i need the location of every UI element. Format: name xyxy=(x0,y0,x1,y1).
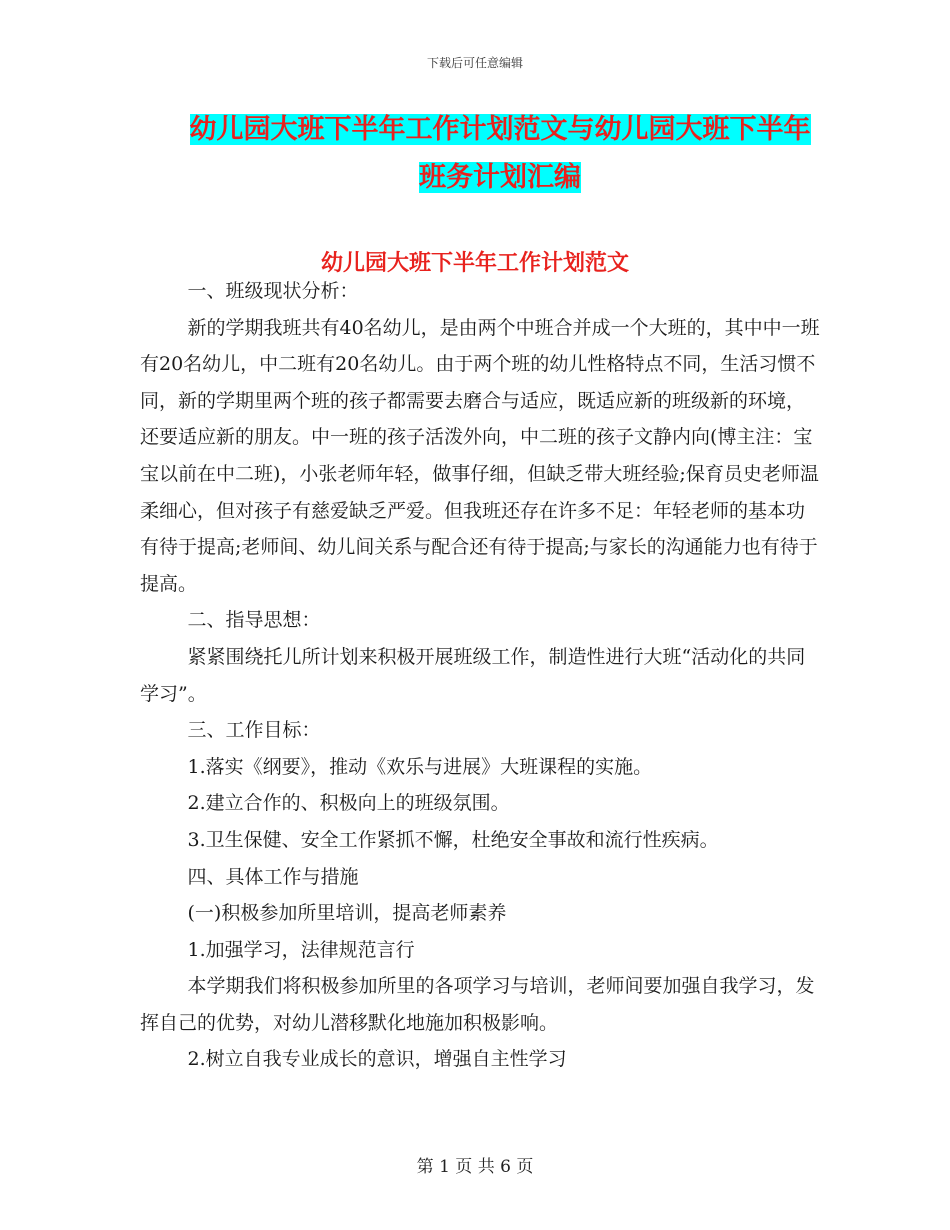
heading-measures: 四、具体工作与措施 xyxy=(187,865,359,888)
document-body xyxy=(140,273,820,1078)
header-note: 下载后可任意编辑 xyxy=(426,56,523,70)
paragraph-study: 本学期我们将积极参加所里的各项学习与培训，老师间要加强自我学习，发挥自己的优势，对幼儿潜移默化地施加积极影响。 xyxy=(140,975,815,1034)
goal-item-1: 1.落实《纲要》，推动《欢乐与进展》大班课程的实施。 xyxy=(187,755,653,778)
page-number: 第 1 页 共 6 页 xyxy=(416,1157,534,1177)
paragraph-guiding-thought: 紧紧围绕托儿所计划来积极开展班级工作，制造性进行大班“活动化的共同学习”。 xyxy=(140,645,806,705)
paragraph-class-status: 新的学期我班共有40名幼儿，是由两个中班合并成一个大班的，其中中一班有20名幼儿，中二班有20名幼儿。由于两个班的幼儿性格特点不同，生活习惯不同，新的学期里两个班的孩子都需要去磨合与适应，既适应新的班级新的环境，还要适应新的朋友。中一班的孩子活泼外向，中二班的孩子文静内向(博主注：宝宝以前在中二班)，小张老师年轻，做事仔细，但缺乏带大班经验;保育员史老师温柔细心，但对孩子有慈爱缺乏严爱。但我班还存在许多不足：年轻老师的基本功有待于提高;老师间、幼儿间关系与配合还有待于提高;与家长的沟通能力也有待于提高。 xyxy=(140,316,820,595)
document-title xyxy=(150,106,850,202)
goal-item-3: 3.卫生保健、安全工作紧抓不懈，杜绝安全事故和流行性疾病。 xyxy=(187,828,719,851)
heading-guiding-thought: 二、指导思想： xyxy=(187,609,321,632)
heading-class-status: 一、班级现状分析： xyxy=(187,280,359,302)
subheading-self-growth: 2.树立自我专业成长的意识，增强自主性学习 xyxy=(187,1048,567,1071)
section-title: 幼儿园大班下半年工作计划范文 xyxy=(320,251,629,276)
subheading-training: (一)积极参加所里培训，提高老师素养 xyxy=(187,902,507,925)
heading-work-goals: 三、工作目标： xyxy=(187,719,321,742)
title-line-2: 班务计划汇编 xyxy=(419,162,581,193)
subheading-study: 1.加强学习，法律规范言行 xyxy=(187,938,415,961)
title-line-1: 幼儿园大班下半年工作计划范文与幼儿园大班下半年 xyxy=(189,114,811,145)
goal-item-2: 2.建立合作的、积极向上的班级氛围。 xyxy=(187,792,510,815)
